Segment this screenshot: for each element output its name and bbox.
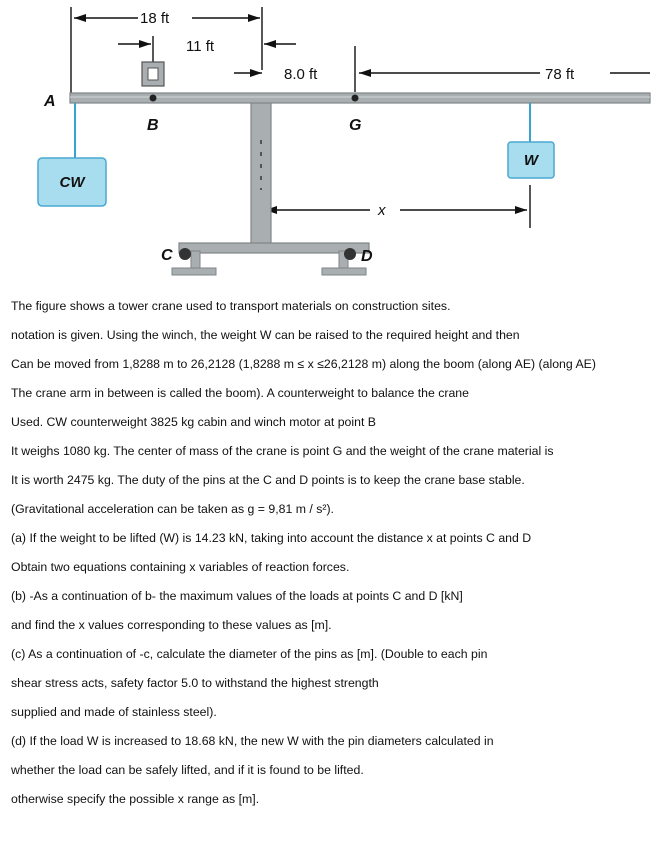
crane-diagram — [0, 0, 663, 296]
dim-8ft: 8.0 ft — [284, 66, 318, 83]
problem-line: (Gravitational acceleration can be taken as g = 9,81 m / s²). — [11, 502, 334, 516]
problem-line: It is worth 2475 kg. The duty of the pins at the C and D points is to keep the crane base stable. — [11, 473, 525, 487]
problem-line: otherwise specify the possible x range as [m]. — [11, 792, 260, 806]
svg-text:W: W — [523, 152, 539, 169]
boom — [70, 93, 650, 103]
label-c: C — [161, 247, 173, 264]
problem-line: whether the load can be safely lifted, and if it is found to be lifted. — [11, 763, 364, 777]
counterweight — [38, 158, 106, 206]
point-b-marker — [150, 95, 157, 102]
pin-c — [179, 248, 191, 260]
crane-structure — [70, 62, 650, 275]
dim-11ft: 11 ft — [186, 38, 215, 55]
dim-x: x — [378, 202, 386, 219]
dim-18ft: 18 ft — [140, 10, 170, 27]
problem-line: notation is given. Using the winch, the weight W can be raised to the required height and then — [11, 328, 520, 342]
problem-line: (a) If the weight to be lifted (W) is 14.23 kN, taking into account the distance x at points C and D — [11, 531, 532, 545]
problem-line: (b) -As a continuation of b- the maximum values of the loads at points C and D [kN] — [11, 589, 463, 603]
support-c-pad — [172, 268, 216, 275]
problem-line: shear stress acts, safety factor 5.0 to withstand the highest strength — [11, 676, 379, 690]
pin-d — [344, 248, 356, 260]
problem-line: The crane arm in between is called the boom). A counterweight to balance the crane — [11, 386, 469, 400]
label-g: G — [349, 117, 362, 134]
svg-text:CW: CW — [59, 174, 85, 191]
problem-line: Used. CW counterweight 3825 kg cabin and winch motor at point B — [11, 415, 377, 429]
tower-mast — [251, 102, 271, 246]
problem-line: The figure shows a tower crane used to transport materials on construction sites. — [11, 299, 451, 313]
problem-line: supplied and made of stainless steel). — [11, 705, 217, 719]
label-d: D — [361, 248, 373, 265]
problem-line: (c) As a continuation of -c, calculate the diameter of the pins as [m]. (Double to each pin — [11, 647, 488, 661]
label-a: A — [44, 93, 56, 110]
support-d-pad — [322, 268, 366, 275]
dimension-arrowheads — [74, 14, 527, 214]
problem-line: Obtain two equations containing x variables of reaction forces. — [11, 560, 350, 574]
dim-78ft: 78 ft — [545, 66, 575, 83]
problem-line: Can be moved from 1,8288 m to 26,2128 (1,8288 m ≤ x ≤26,2128 m) along the boom (along AE) (along AE) — [11, 357, 596, 371]
label-b: B — [147, 117, 159, 134]
problem-line: and find the x values corresponding to these values as [m]. — [11, 618, 332, 632]
problem-line: (d) If the load W is increased to 18.68 kN, the new W with the pin diameters calculated in — [11, 734, 494, 748]
load-box — [508, 142, 554, 178]
problem-line: It weighs 1080 kg. The center of mass of the crane is point G and the weight of the crane material is — [11, 444, 554, 458]
point-g-marker — [352, 95, 359, 102]
problem-text — [11, 299, 651, 807]
